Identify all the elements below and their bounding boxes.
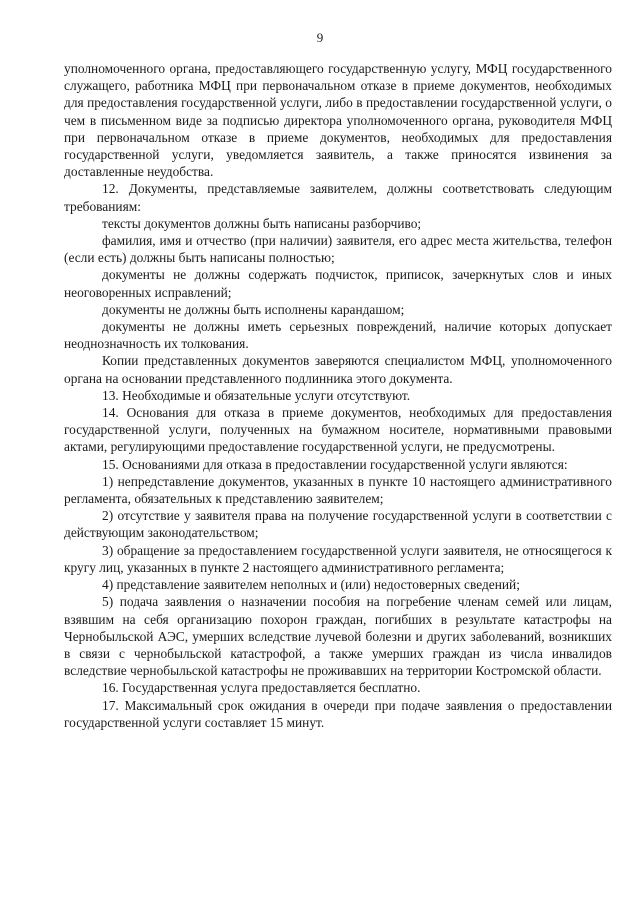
paragraph: 12. Документы, представляемые заявителем, должны соответствовать следующим требованиям: (64, 181, 612, 214)
paragraph: 14. Основания для отказа в приеме документов, необходимых для предоставления государственной услуги, полученных на бумажном носителе, нормативными правовыми актами, регулирующими предоставление государственной услуги, не предусмотрены. (64, 405, 612, 455)
paragraph: 5) подача заявления о назначении пособия на погребение членам семей или лицам, взявшим на себя организацию похорон граждан, погибших в результате катастрофы на Чернобыльской АЭС, умерших вследствие лучевой болезни и других заболеваний, возникших в связи с чернобыльской катастрофой, а также умерших граждан из числа инвалидов вследствие чернобыльской катастрофы не проживавших на территории Костромской области. (64, 594, 612, 679)
paragraph: Копии представленных документов заверяются специалистом МФЦ, уполномоченного органа на основании представленного подлинника этого документа. (64, 353, 612, 386)
paragraph: тексты документов должны быть написаны разборчиво; (102, 215, 422, 231)
page-number: 9 (316, 30, 324, 45)
paragraph: 2) отсутствие у заявителя права на получение государственной услуги в соответствии с действующим законодательством; (64, 508, 612, 541)
paragraph: уполномоченного органа, предоставляющего государственную услугу, МФЦ государственного служащего, работника МФЦ при первоначальном отказе в приеме документов, необходимых для предоставления государственной услуги, либо в предоставлении государственной услуги, о чем в письменном виде за подписью директора уполномоченного органа, руководителя МФЦ при первоначальном отказе в приеме документов, необходимых для предоставления государственной услуги, уведомляется заявитель, а также приносятся извинения за доставленные неудобства. (64, 61, 612, 180)
paragraph: 4) представление заявителем неполных и (или) недостоверных сведений; (102, 577, 520, 593)
paragraph: 17. Максимальный срок ожидания в очереди при подаче заявления о предоставлении государственной услуги составляет 15 минут. (64, 697, 612, 730)
paragraph: 16. Государственная услуга предоставляется бесплатно. (102, 680, 421, 696)
paragraph: 1) непредставление документов, указанных в пункте 10 настоящего административного регламента, обязательных к представлению заявителем; (64, 473, 612, 507)
paragraph: 13. Необходимые и обязательные услуги отсутствуют. (102, 387, 411, 403)
paragraph: документы не должны быть исполнены карандашом; (102, 301, 405, 317)
paragraph: документы не должны иметь серьезных повреждений, наличие которых допускает неоднозначность их толкования. (64, 319, 612, 352)
paragraph: 3) обращение за предоставлением государственной услуги заявителя, не относящегося к кругу лиц, указанных в пункте 2 настоящего административного регламента; (64, 542, 612, 575)
document-body (64, 60, 612, 731)
paragraph: фамилия, имя и отчество (при наличии) заявителя, его адрес места жительства, телефон (если есть) должны быть написаны полностью; (64, 233, 612, 266)
paragraph: документы не должны содержать подчисток, приписок, зачеркнутых слов и иных неоговоренных исправлений; (64, 267, 612, 300)
paragraph: 15. Основаниями для отказа в предоставлении государственной услуги являются: (102, 456, 568, 472)
